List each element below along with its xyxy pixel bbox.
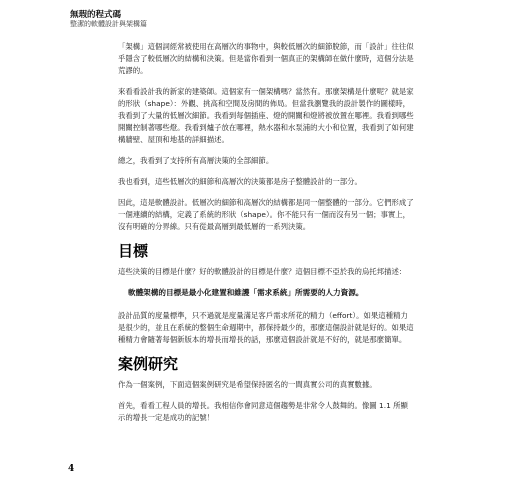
paragraph-whole-design: 我也看到，這些低層次的細節和高層次的決策都是房子整體設計的一部分。	[118, 177, 362, 186]
running-head	[70, 10, 147, 29]
paragraph-architecture-vs-design: 「架構」這個詞經常被使用在高層次的事物中，與較低層次的細節脫節，而「設計」往往似乎隱含了較低層次的結構和決策。但是當你看到一個真正的架構師在做什麼時，這個分法是荒謬的。	[118, 42, 414, 75]
book-title: 無瑕的程式碼	[70, 10, 122, 20]
page-number: 4	[68, 464, 75, 474]
paragraph-all-details: 總之，我看到了支持所有高層決策的全部細節。	[118, 156, 274, 165]
paragraph-software-design: 因此，這是軟體設計。低層次的細節和高層次的結構都是同一個整體的一部分。它們形成了一個連續的結構，定義了系統的形狀（shape）。你不能只有一個而沒有另一個；事實上，沒有明確的分界線。只有從最高層到最低層的一系列決策。	[118, 198, 414, 231]
section-heading-case-study: 案例研究	[118, 355, 179, 373]
goal-quote: 軟體架構的目標是最小化建置和維護「需求系統」所需要的人力資源。	[128, 288, 364, 297]
section-heading-goal: 目標	[118, 242, 149, 260]
paragraph-quality-measure: 設計品質的度量標準，只不過就是度量滿足客戶需求所花的精力（effort）。如果這種精力是很少的，並且在系統的整個生命週期中，都保持最少的，那麼這個設計就是好的。如果這種精力會隨著每個新版本的增長而增長的話，那麼這個設計就是不好的，就是那麼簡單。	[118, 311, 414, 344]
paragraph-house-example: 來看看設計我的新家的建築師。這個家有一個架構嗎？當然有。那麼架構是什麼呢？就是家的形狀（shape）：外觀、挑高和空間及房間的佈局。但當我瀏覽我的設計製作的圖樣時，我看到了大量的低層次細節。我看到每個插座、燈的開關和燈將被放置在哪裡。我看到哪些開關控制著哪些燈。我看到爐子放在哪裡，熱水器和水泵浦的大小和位置，我看到了如何建構牆壁、屋頂和地基的詳細描述。	[118, 87, 414, 144]
paragraph-goal-question: 這些決策的目標是什麼？好的軟體設計的目標是什麼？這個目標不亞於我的烏托邦描述：	[118, 267, 407, 276]
paragraph-staff-growth: 首先，看看工程人員的增長。我相信你會同意這個趨勢是非常令人鼓舞的。像圖 1.1 所顯示的增長一定是成功的記號！	[118, 401, 408, 422]
page-body	[118, 41, 414, 433]
book-subtitle: 整潔的軟體設計與架構篇	[70, 20, 147, 28]
paragraph-case-intro: 作為一個案例，下面這個案例研究是希望保持匿名的一間真實公司的真實數據。	[118, 380, 377, 389]
